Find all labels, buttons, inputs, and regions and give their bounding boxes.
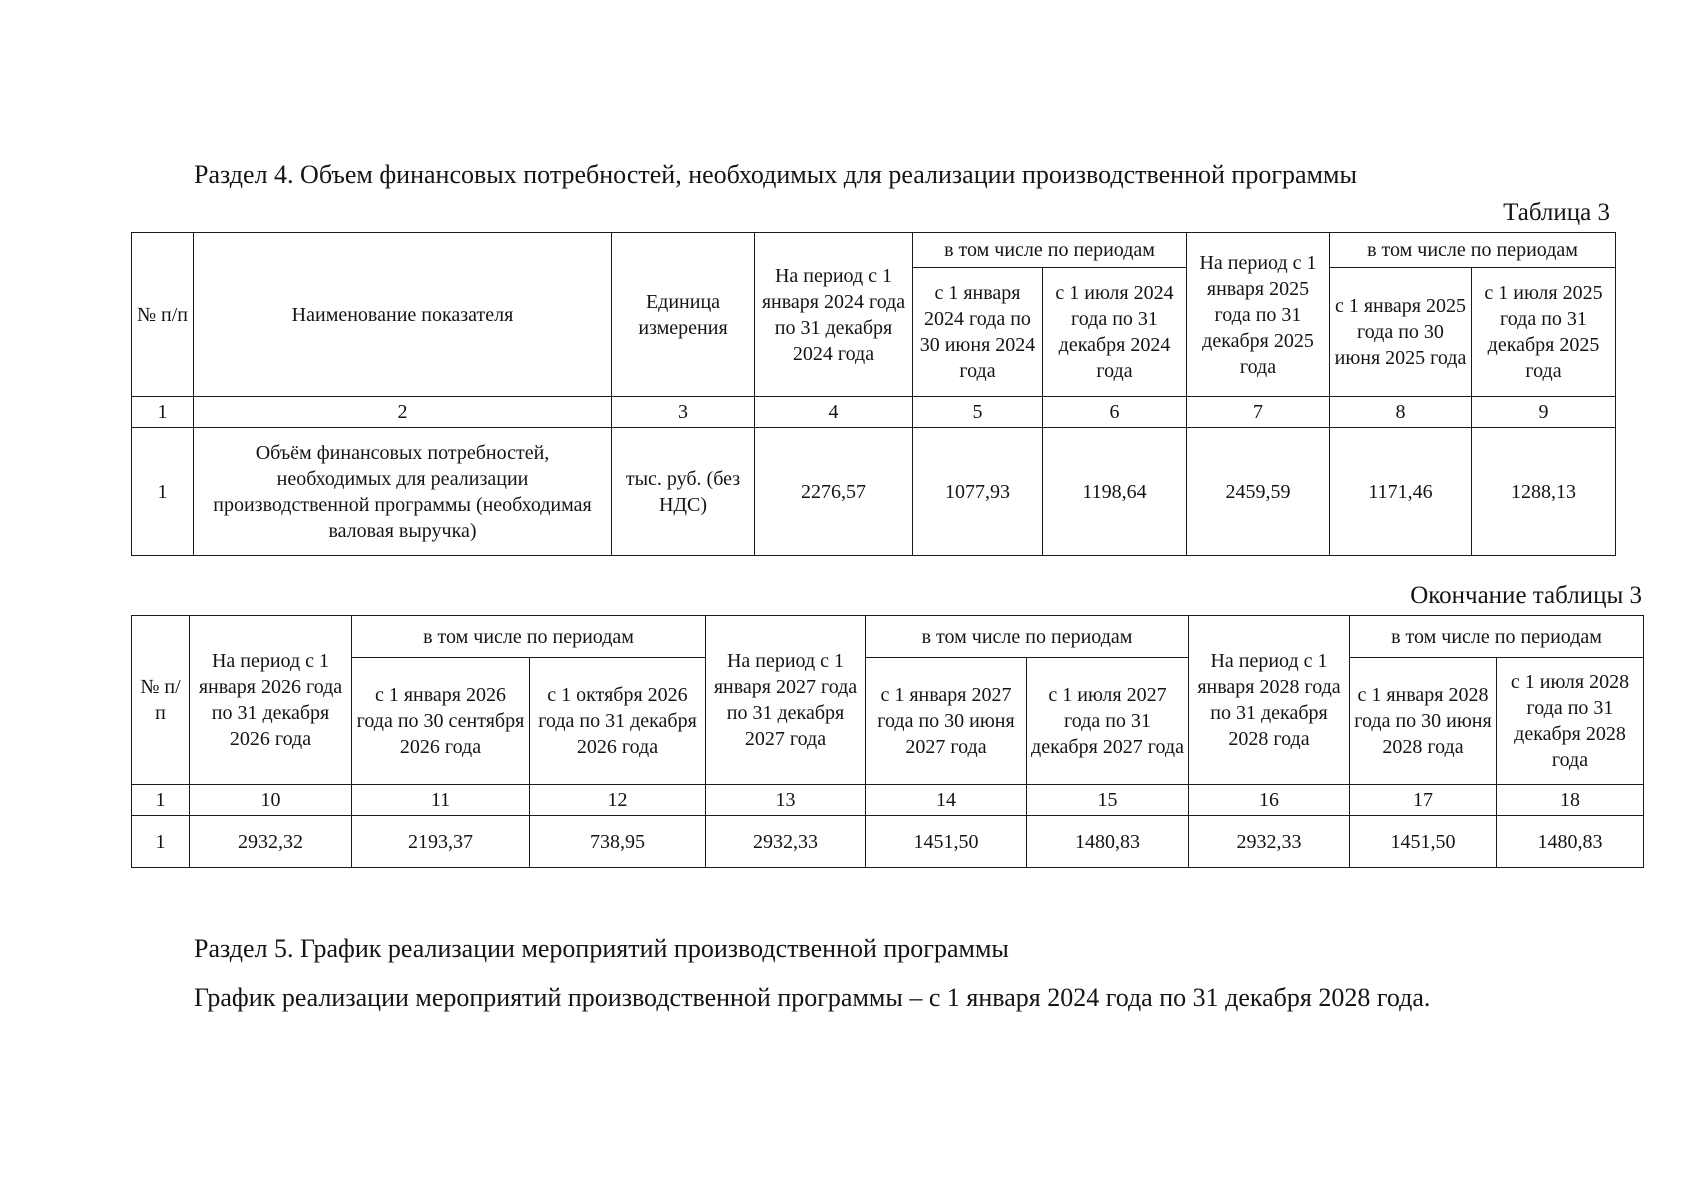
column-number: 5 (913, 397, 1043, 428)
header-name: Наименование показателя (194, 233, 612, 397)
column-number: 8 (1330, 397, 1472, 428)
row-num: 1 (132, 428, 194, 556)
header-period-2027-h2: с 1 июля 2027 года по 31 декабря 2027 года (1027, 658, 1189, 785)
column-number: 13 (706, 785, 866, 816)
header-group-2028: в том числе по периодам (1350, 616, 1644, 658)
financial-needs-table-2024-2025 (131, 232, 1616, 556)
column-number: 6 (1043, 397, 1187, 428)
value-cell: 1451,50 (1350, 816, 1497, 868)
column-number: 3 (612, 397, 755, 428)
column-number: 11 (352, 785, 530, 816)
value-cell: 1171,46 (1330, 428, 1472, 556)
table2-caption: Окончание таблицы 3 (1410, 582, 1642, 609)
column-number: 16 (1189, 785, 1350, 816)
value-cell: 1451,50 (866, 816, 1027, 868)
header-num: № п/п (132, 233, 194, 397)
value-cell: 1077,93 (913, 428, 1043, 556)
value-cell: 1480,83 (1027, 816, 1189, 868)
table1-caption: Таблица 3 (1503, 199, 1610, 226)
header-group-2025: в том числе по периодам (1330, 233, 1616, 268)
value-cell: 2276,57 (755, 428, 913, 556)
column-number: 1 (132, 397, 194, 428)
column-number: 14 (866, 785, 1027, 816)
value-cell: 2193,37 (352, 816, 530, 868)
header-period-2024-h1: с 1 января 2024 года по 30 июня 2024 года (913, 268, 1043, 397)
table-row (132, 428, 1616, 556)
section4-title: Раздел 4. Объем финансовых потребностей, необходимых для реализации производственной программы (194, 160, 1357, 189)
header-period-2025-h1: с 1 января 2025 года по 30 июня 2025 года (1330, 268, 1472, 397)
header-period-2027: На период с 1 января 2027 года по 31 декабря 2027 года (706, 616, 866, 785)
column-number: 2 (194, 397, 612, 428)
value-cell: 2459,59 (1187, 428, 1330, 556)
header-period-2024: На период с 1 января 2024 года по 31 декабря 2024 года (755, 233, 913, 397)
value-cell: 738,95 (530, 816, 706, 868)
section5-title: Раздел 5. График реализации мероприятий производственной программы (194, 934, 1009, 963)
header-num: № п/п (132, 616, 190, 785)
column-number-row (132, 397, 1616, 428)
column-number: 1 (132, 785, 190, 816)
column-number-row (132, 785, 1644, 816)
header-group-2024: в том числе по периодам (913, 233, 1187, 268)
column-number: 12 (530, 785, 706, 816)
value-cell: 2932,32 (190, 816, 352, 868)
value-cell: 1288,13 (1472, 428, 1616, 556)
header-period-2024-h2: с 1 июля 2024 года по 31 декабря 2024 года (1043, 268, 1187, 397)
value-cell: 2932,33 (1189, 816, 1350, 868)
value-cell: 2932,33 (706, 816, 866, 868)
column-number: 18 (1497, 785, 1644, 816)
column-number: 4 (755, 397, 913, 428)
header-period-2026-a: с 1 января 2026 года по 30 сентября 2026 года (352, 658, 530, 785)
table-row (132, 816, 1644, 868)
header-period-2028: На период с 1 января 2028 года по 31 декабря 2028 года (1189, 616, 1350, 785)
header-period-2025: На период с 1 января 2025 года по 31 декабря 2025 года (1187, 233, 1330, 397)
section5-text: График реализации мероприятий производственной программы – с 1 января 2024 года по 31 декабря 2028 года. (194, 983, 1431, 1012)
header-period-2025-h2: с 1 июля 2025 года по 31 декабря 2025 года (1472, 268, 1616, 397)
column-number: 10 (190, 785, 352, 816)
value-cell: 1480,83 (1497, 816, 1644, 868)
header-period-2026-b: с 1 октября 2026 года по 31 декабря 2026 года (530, 658, 706, 785)
column-number: 15 (1027, 785, 1189, 816)
header-group-2027: в том числе по периодам (866, 616, 1189, 658)
column-number: 7 (1187, 397, 1330, 428)
row-indicator-name: Объём финансовых потребностей, необходимых для реализации производственной программы (необходимая валовая выручка) (194, 428, 612, 556)
header-period-2026: На период с 1 января 2026 года по 31 декабря 2026 года (190, 616, 352, 785)
financial-needs-table-2026-2028 (131, 615, 1644, 868)
header-period-2028-h1: с 1 января 2028 года по 30 июня 2028 года (1350, 658, 1497, 785)
header-period-2028-h2: с 1 июля 2028 года по 31 декабря 2028 года (1497, 658, 1644, 785)
header-period-2027-h1: с 1 января 2027 года по 30 июня 2027 года (866, 658, 1027, 785)
row-num: 1 (132, 816, 190, 868)
row-unit: тыс. руб. (без НДС) (612, 428, 755, 556)
header-unit: Единица измерения (612, 233, 755, 397)
column-number: 17 (1350, 785, 1497, 816)
value-cell: 1198,64 (1043, 428, 1187, 556)
header-group-2026: в том числе по периодам (352, 616, 706, 658)
column-number: 9 (1472, 397, 1616, 428)
